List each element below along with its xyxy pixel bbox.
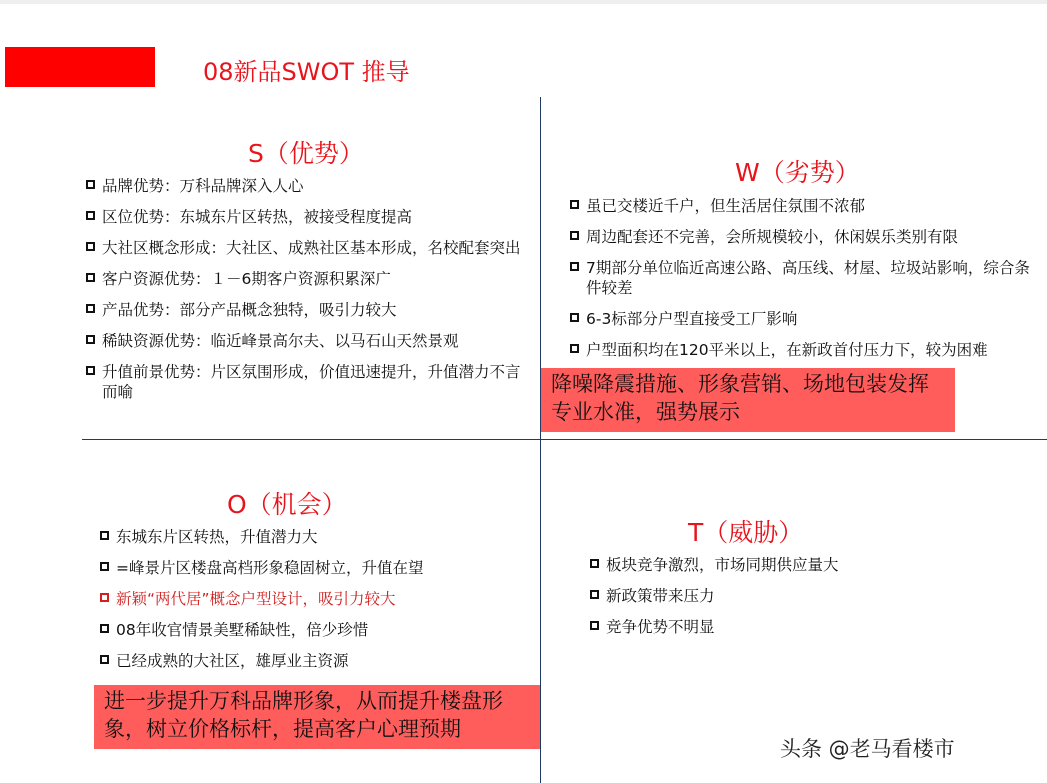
- checkbox-bullet-icon: [570, 262, 579, 271]
- list-item: =峰景片区楼盘高档形象稳固树立，升值在望: [100, 558, 530, 578]
- list-item: 7期部分单位临近高速公路、高压线、材屋、垃圾站影响，综合条件较差: [570, 258, 1035, 298]
- vertical-divider: [540, 97, 541, 783]
- top-border: [0, 0, 1047, 4]
- checkbox-bullet-icon: [570, 344, 579, 353]
- checkbox-bullet-icon: [100, 531, 109, 540]
- weaknesses-callout: 降噪降震措施、形象营销、场地包装发挥专业水准，强势展示: [541, 368, 955, 432]
- list-item: 已经成熟的大社区，雄厚业主资源: [100, 651, 530, 671]
- opportunities-callout: 进一步提升万科品牌形象，从而提升楼盘形象，树立价格标杆，提高客户心理预期: [94, 685, 540, 749]
- watermark: 头条 @老马看楼市: [780, 737, 955, 761]
- list-item: 竞争优势不明显: [590, 617, 1030, 637]
- checkbox-bullet-icon: [590, 621, 599, 630]
- list-item: 户型面积均在120平米以上，在新政首付压力下，较为困难: [570, 340, 1035, 360]
- list-item: 稀缺资源优势：临近峰景高尔夫、以马石山天然景观: [86, 331, 526, 351]
- list-item: 板块竞争激烈，市场同期供应量大: [590, 555, 1030, 575]
- opportunities-heading: O（机会）: [227, 490, 347, 519]
- list-item: 东城东片区转热，升值潜力大: [100, 527, 530, 547]
- list-item: 08年收官情景美墅稀缺性，倍少珍惜: [100, 620, 530, 640]
- opportunities-list: [100, 527, 530, 682]
- checkbox-bullet-icon: [86, 180, 95, 189]
- strengths-heading: S（优势）: [248, 139, 364, 168]
- checkbox-bullet-icon: [86, 335, 95, 344]
- checkbox-bullet-icon: [570, 200, 579, 209]
- checkbox-bullet-icon: [100, 562, 109, 571]
- strengths-list: [86, 176, 526, 413]
- list-item: 客户资源优势：１－6期客户资源积累深广: [86, 269, 526, 289]
- list-item: 区位优势：东城东片区转热，被接受程度提高: [86, 207, 526, 227]
- checkbox-bullet-icon: [570, 231, 579, 240]
- list-item: 6-3标部分户型直接受工厂影响: [570, 309, 1035, 329]
- list-item: 新政策带来压力: [590, 586, 1030, 606]
- title-accent-bar: [5, 47, 155, 87]
- threats-list: [590, 555, 1030, 648]
- list-item: 新颖“两代居”概念户型设计，吸引力较大: [100, 589, 530, 609]
- checkbox-bullet-icon: [590, 559, 599, 568]
- weaknesses-list: [570, 196, 1035, 371]
- list-item: 大社区概念形成：大社区、成熟社区基本形成，名校配套突出: [86, 238, 526, 258]
- threats-heading: T（威胁）: [688, 518, 804, 547]
- slide-title: 08新品SWOT 推导: [203, 58, 410, 86]
- horizontal-divider: [82, 439, 1047, 440]
- checkbox-bullet-icon: [86, 366, 95, 375]
- checkbox-bullet-icon: [86, 304, 95, 313]
- checkbox-bullet-icon: [100, 593, 109, 602]
- checkbox-bullet-icon: [100, 655, 109, 664]
- checkbox-bullet-icon: [590, 590, 599, 599]
- checkbox-bullet-icon: [570, 313, 579, 322]
- list-item: 周边配套还不完善，会所规模较小，休闲娱乐类别有限: [570, 227, 1035, 247]
- checkbox-bullet-icon: [86, 242, 95, 251]
- checkbox-bullet-icon: [86, 211, 95, 220]
- list-item: 虽已交楼近千户，但生活居住氛围不浓郁: [570, 196, 1035, 216]
- list-item: 产品优势：部分产品概念独特，吸引力较大: [86, 300, 526, 320]
- list-item: 升值前景优势：片区氛围形成，价值迅速提升，升值潜力不言而喻: [86, 362, 526, 402]
- weaknesses-heading: W（劣势）: [735, 158, 860, 187]
- list-item: 品牌优势：万科品牌深入人心: [86, 176, 526, 196]
- checkbox-bullet-icon: [86, 273, 95, 282]
- checkbox-bullet-icon: [100, 624, 109, 633]
